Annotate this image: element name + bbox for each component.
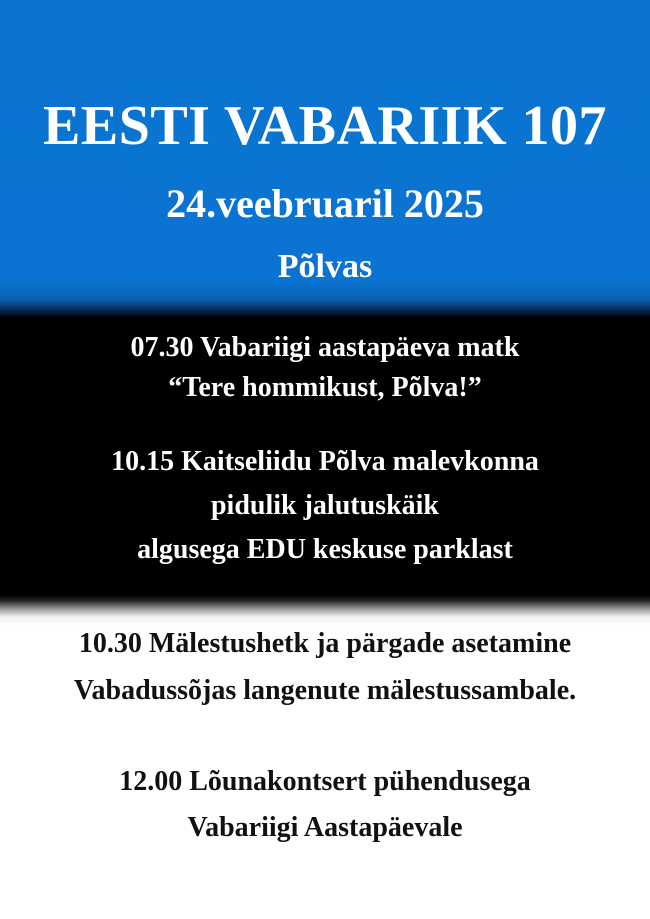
event-location: Põlvas — [277, 248, 373, 285]
poster-title: EESTI VABARIIK 107 — [42, 95, 608, 157]
event-2-line-1: 10.15 Kaitseliidu Põlva malevkonna — [111, 446, 539, 477]
event-2-line-2: pidulik jalutuskäik — [210, 490, 440, 521]
event-2-line-3: algusega EDU keskuse parklast — [137, 534, 513, 565]
event-1-line-2: “Tere hommikust, Põlva!” — [168, 372, 482, 403]
event-1-line-1: 07.30 Vabariigi aastapäeva matk — [130, 332, 520, 363]
event-date: 24.veebruaril 2025 — [166, 181, 484, 226]
event-3-line-1: 10.30 Mälestushetk ja pärgade asetamine — [78, 628, 572, 659]
event-4-line-1: 12.00 Lõunakontsert pühendusega — [119, 766, 531, 797]
event-4-line-2: Vabariigi Aastapäevale — [187, 812, 463, 843]
event-3-line-2: Vabadussõjas langenute mälestussambale. — [73, 675, 577, 706]
